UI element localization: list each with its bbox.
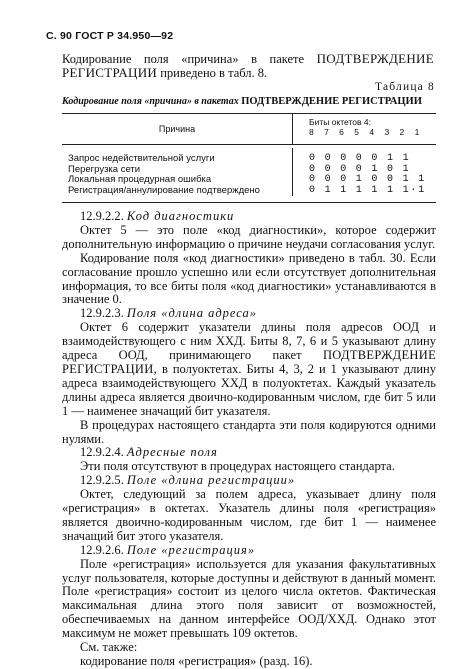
section-heading-address-length — [62, 307, 436, 321]
section-heading-diagnostic-code — [62, 210, 436, 224]
header-bits — [293, 114, 436, 144]
table-row-reason: Локальная процедурная ошибка — [68, 174, 212, 185]
intro-text-before: Кодирование поля «причина» в пакете — [62, 52, 305, 66]
section-number: 12.9.2.5. — [80, 473, 124, 488]
table-body — [62, 145, 436, 202]
see-also-reference: кодирование поля «регистрация» (разд. 16). — [80, 654, 313, 668]
codes-column — [293, 148, 436, 196]
section-title: Поле «длина регистрации» — [126, 473, 296, 488]
paragraph-text: Октет 6 содержит указатели длины поля адресов ООД и взаимодействующего с ним ХХД. Биты 8, 7, 6 и 5 указывают длину адреса ООД, принимающего пакет — [62, 320, 436, 363]
intro-text-after: приведено в табл. 8. — [160, 66, 268, 80]
table-title-caps: ПОДТВЕРЖДЕНИЕ РЕГИСТРАЦИИ — [241, 96, 422, 107]
header-bits-label: Биты октетов 4: — [309, 117, 371, 127]
table-header-row — [62, 114, 436, 145]
section-title: Поле «регистрация» — [126, 542, 256, 557]
table-row-reason: Перегрузка сети — [68, 163, 141, 175]
section-title: Адресные поля — [126, 445, 218, 460]
section-number: 12.9.2.6. — [80, 542, 124, 557]
paragraph: В процедурах настоящего стандарта эти поля кодируются одними нулями. — [62, 417, 436, 446]
section-number: 12.9.2.2. — [80, 209, 124, 223]
table-caption: Таблица 8 — [375, 81, 435, 93]
running-header: С. 90 ГОСТ Р 34.950—92 — [46, 30, 174, 42]
table-row-code: 0 1 1 1 1 1 1·1 — [309, 184, 427, 196]
paragraph: Кодирование поля «код диагностики» приведено в табл. 30. Если согласование прошло успешно или если отсутствует дополнительная информация, то все биты поля «код диагностики» устанавливаются в значение 0. — [62, 250, 436, 307]
paragraph-text: в полуоктетах. Биты 4, 3, 2 и 1 указывают длину адреса взаимодействующего ХХД в полуоктетах. Каждый указатель длины адреса является двоично-кодированным числом, где бит 5 или 1 — наименее значащий бит указателя. — [62, 361, 436, 418]
section-heading-address-fields — [62, 446, 436, 460]
intro-packet-name: ПОДТВЕРЖДЕНИЕ РЕГИСТРАЦИИ — [62, 51, 434, 80]
table-row-reason: Запрос недействительной услуги — [68, 153, 215, 164]
reasons-column — [62, 148, 293, 196]
paragraph: Эти поля отсутствуют в процедурах настоящего стандарта. — [80, 459, 395, 474]
section-title: Код диагностики — [126, 209, 235, 223]
see-also-label: См. также: — [80, 640, 138, 655]
section-number: 12.9.2.4. — [80, 445, 124, 460]
body-text — [62, 210, 436, 669]
table-row-code: 0 0 0 0 1 0 1 — [309, 163, 411, 175]
table-title — [62, 96, 434, 107]
section-heading-registration-length — [62, 474, 436, 488]
header-bits-digits: 8 7 6 5 4 3 2 1 — [309, 127, 424, 137]
paragraph: Поле «регистрация» используется для указания факультативных услуг пользователя, которые доступны и действуют в данный момент. Поле «регистрация» состоит из целого числа октетов. Фактическая максимальная длина этого поля зависит от возможностей, обеспечиваемых на данном интерфейсе ООД/ХХД. Однако этот максимум не может превышать 109 октетов. — [62, 556, 436, 641]
header-reason: Причина — [62, 114, 293, 144]
table-title-prefix: Кодирование поля «причина» в пакетах — [62, 96, 239, 107]
paragraph: Октет, следующий за полем адреса, указывает длину поля «регистрация» в октетах. Указатель длины поля «регистрация» является двоично-кодированным числом, где бит 1 — наименее значащий бит этого указателя. — [62, 487, 436, 543]
table-row-reason: Регистрация/аннулирование подтверждено — [68, 184, 260, 196]
section-number: 12.9.2.3. — [80, 306, 124, 321]
intro-paragraph — [62, 52, 434, 80]
table-row-code: 0 0 0 1 0 0 1 1 — [309, 174, 427, 185]
paragraph — [62, 321, 436, 418]
section-heading-registration — [62, 544, 436, 558]
section-title: Поля «длина адреса» — [126, 306, 258, 321]
paragraph: Октет 5 — это поле «код диагностики», которое содержит дополнительную информацию о причине неудачи согласования услуг. — [62, 222, 436, 251]
reason-coding-table — [62, 113, 436, 203]
table-row-code: 0 0 0 0 0 1 1 — [309, 153, 411, 164]
packet-name: ПОДТВЕРЖДЕНИЕ РЕГИСТРАЦИИ, — [62, 348, 437, 376]
